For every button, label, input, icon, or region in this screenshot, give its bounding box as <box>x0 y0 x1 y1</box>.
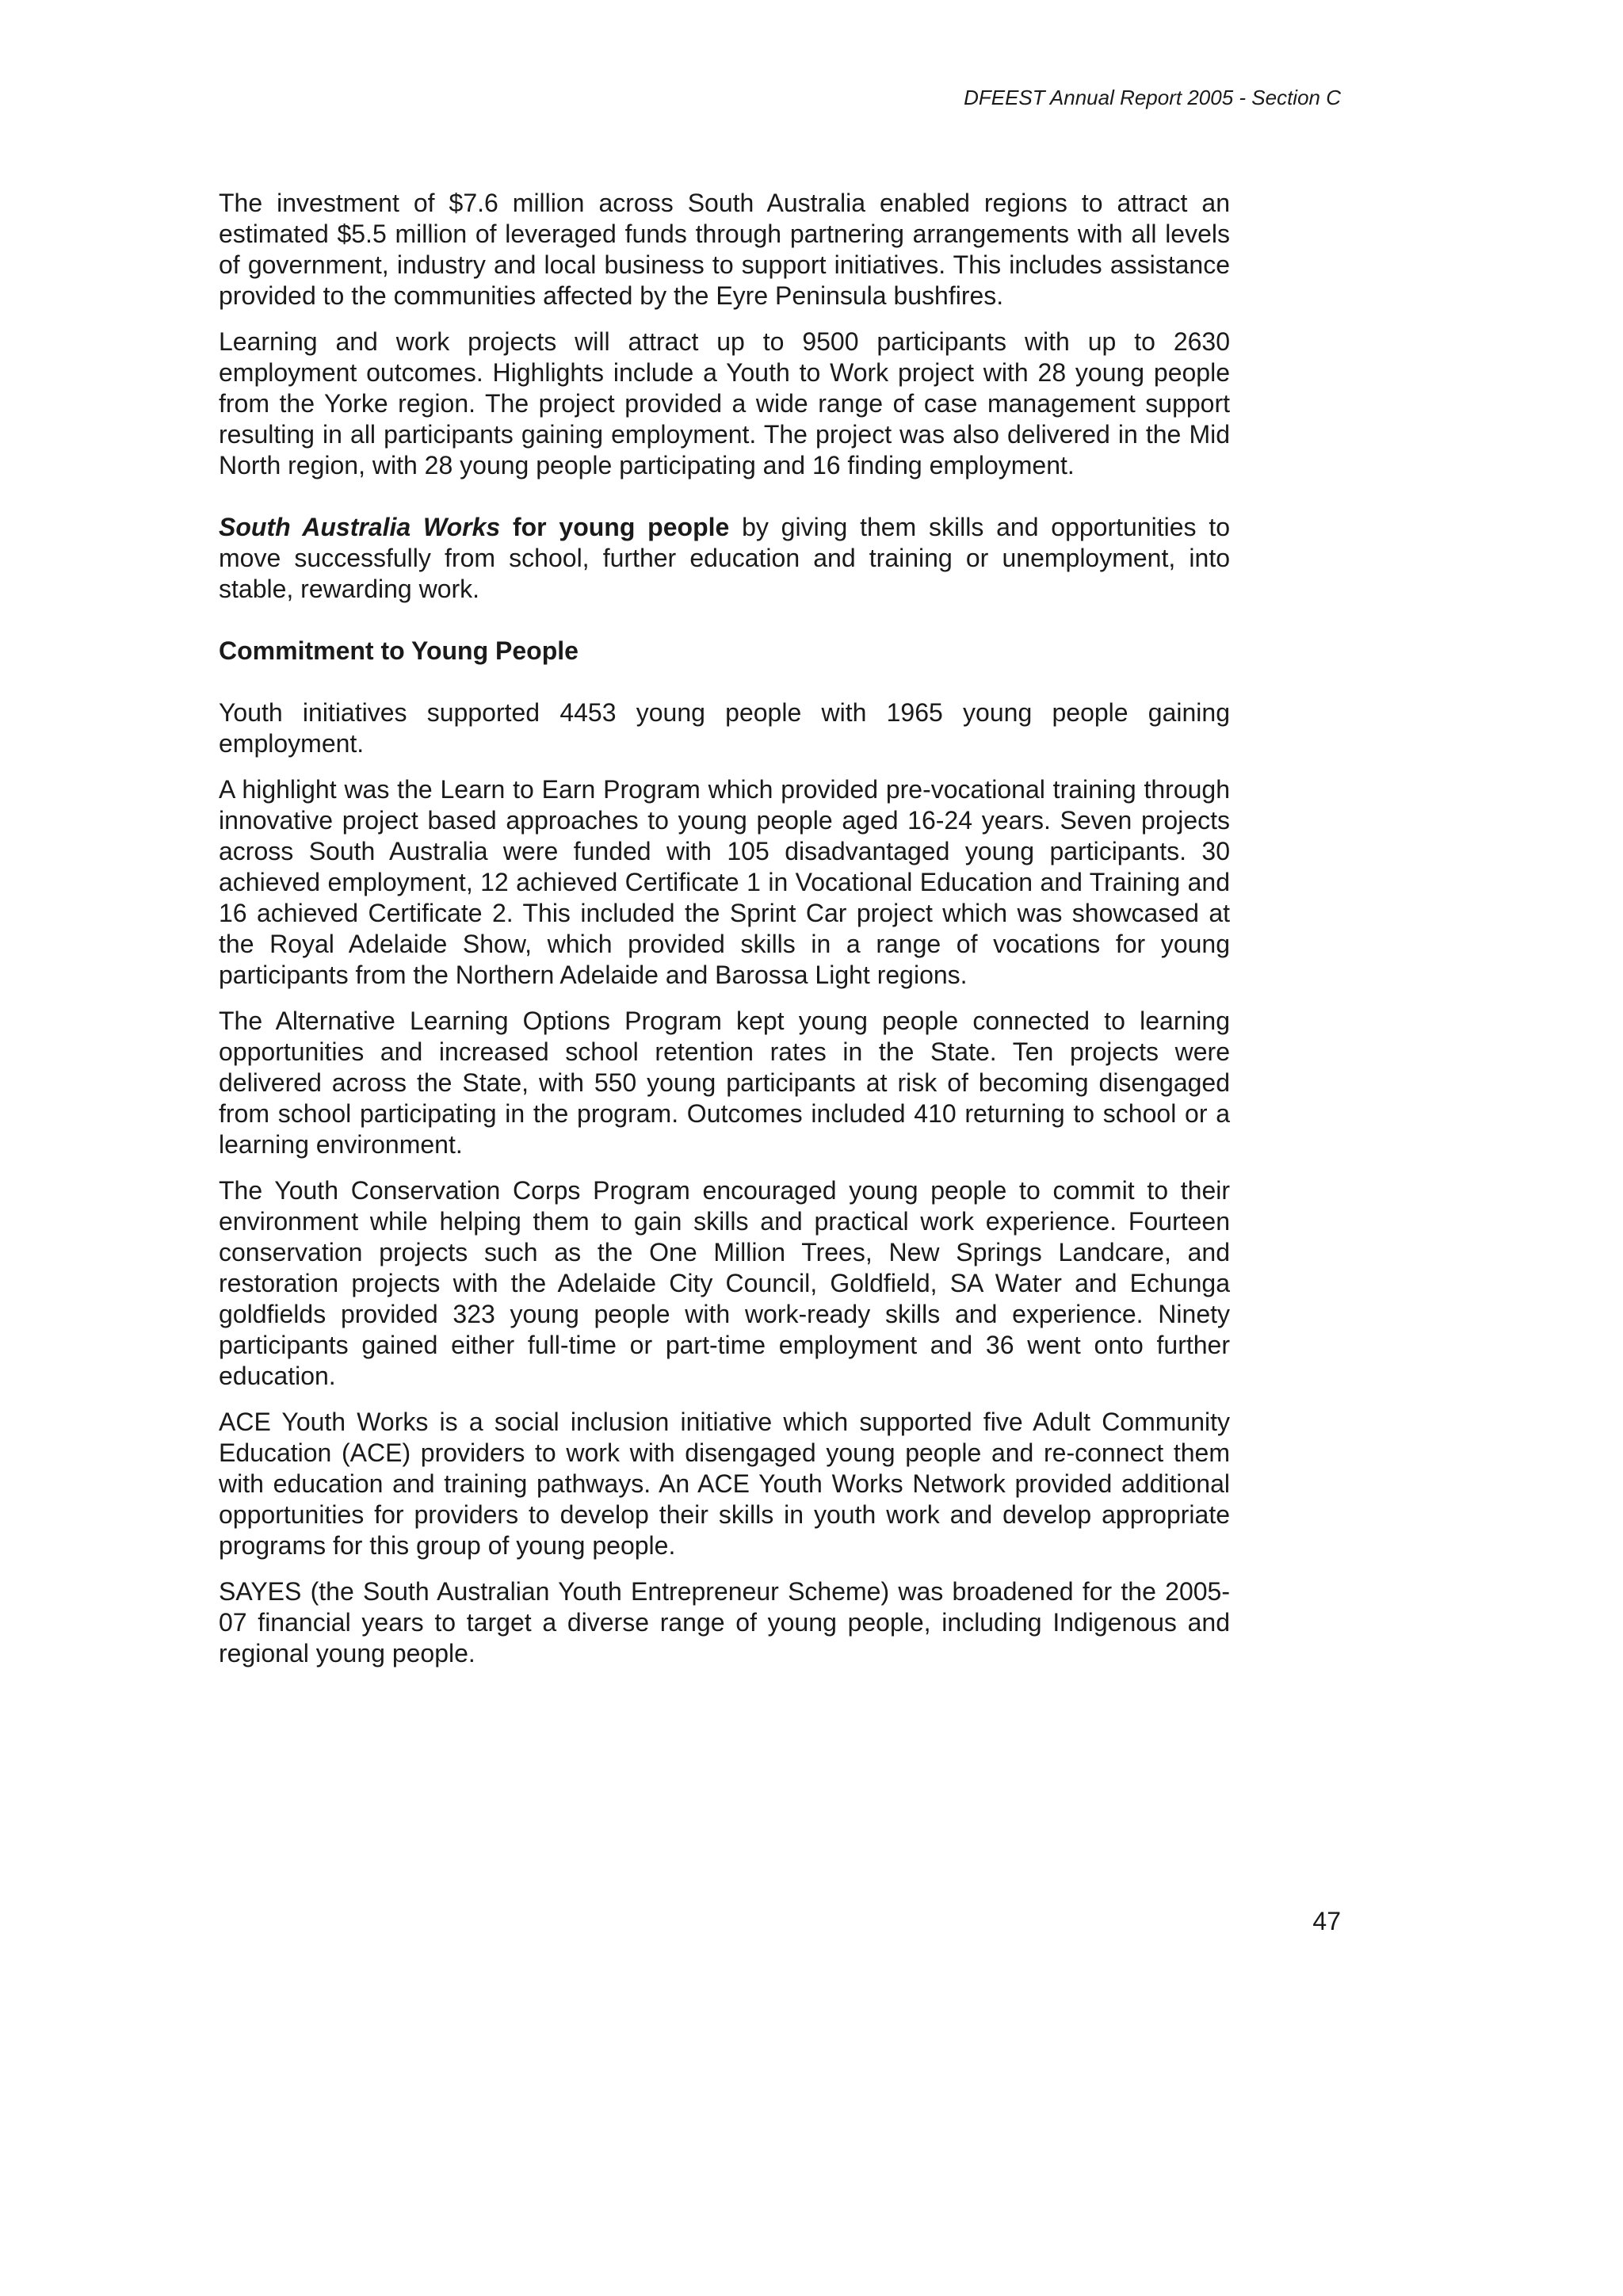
sa-works-statement <box>219 512 1230 605</box>
sa-works-title: South Australia Works <box>219 513 501 541</box>
paragraph-learning-work-projects: Learning and work projects will attract up to 9500 participants with up to 2630 employment outcomes. Highlights include a Youth to Work project with 28 young people from the Yorke region. The project provided a wide range of case management support resulting in all participants gaining employment. The project was also delivered in the Mid North region, with 28 young people participating and 16 finding employment. <box>219 327 1230 479</box>
page-number: 47 <box>1312 1907 1341 1935</box>
report-body <box>219 188 1230 1684</box>
paragraph-learn-to-earn: A highlight was the Learn to Earn Program which provided pre-vocational training through innovative project based approaches to young people aged 16-24 years. Seven projects across South Australia were funded with 105 disadvantaged young participants. 30 achieved employment, 12 achieved Certificate 1 in Vocational Education and Training and 16 achieved Certificate 2. This included the Sprint Car project which was showcased at the Royal Adelaide Show, which provided skills in a range of vocations for young participants from the Northern Adelaide and Barossa Light regions. <box>219 775 1230 989</box>
paragraph-youth-conservation-corps: The Youth Conservation Corps Program encouraged young people to commit to their environment while helping them to gain skills and practical work experience. Fourteen conservation projects such as the One Million Trees, New Springs Landcare, and restoration projects with the Adelaide City Council, Goldfield, SA Water and Echunga goldfields provided 323 young people with work-ready skills and experience. Ninety participants gained either full-time or part-time employment and 36 went onto further education. <box>219 1176 1230 1390</box>
sa-works-description: by giving them skills and opportunities to move successfully from school, further education and training or unemployment, into stable, rewarding work. <box>219 513 1231 603</box>
paragraph-investment: The investment of $7.6 million across South Australia enabled regions to attract an estimated $5.5 million of leveraged funds through partnering arrangements with all levels of government, industry and local business to support initiatives. This includes assistance provided to the communities affected by the Eyre Peninsula bushfires. <box>219 189 1230 310</box>
paragraph-ace-youth-works: ACE Youth Works is a social inclusion initiative which supported five Adult Community Education (ACE) providers to work with disengaged young people and re-connect them with education and training pathways. An ACE Youth Works Network provided additional opportunities for providers to develop their skills in youth work and develop appropriate programs for this group of young people. <box>219 1408 1230 1560</box>
sa-works-for-young-people: for young people <box>500 513 730 541</box>
paragraph-alternative-learning-options: The Alternative Learning Options Program kept young people connected to learning opportunities and increased school retention rates in the State. Ten projects were delivered across the State, with 550 young participants at risk of becoming disengaged from school participating in the program. Outcomes included 410 returning to school or a learning environment. <box>219 1007 1230 1159</box>
paragraph-youth-initiatives: Youth initiatives supported 4453 young people with 1965 young people gaining employment. <box>219 698 1230 758</box>
running-header: DFEEST Annual Report 2005 - Section C <box>964 86 1341 109</box>
section-heading: Commitment to Young People <box>219 636 579 665</box>
paragraph-sayes: SAYES (the South Australian Youth Entrepreneur Scheme) was broadened for the 2005-07 financial years to target a diverse range of young people, including Indigenous and regional young people. <box>219 1577 1230 1668</box>
